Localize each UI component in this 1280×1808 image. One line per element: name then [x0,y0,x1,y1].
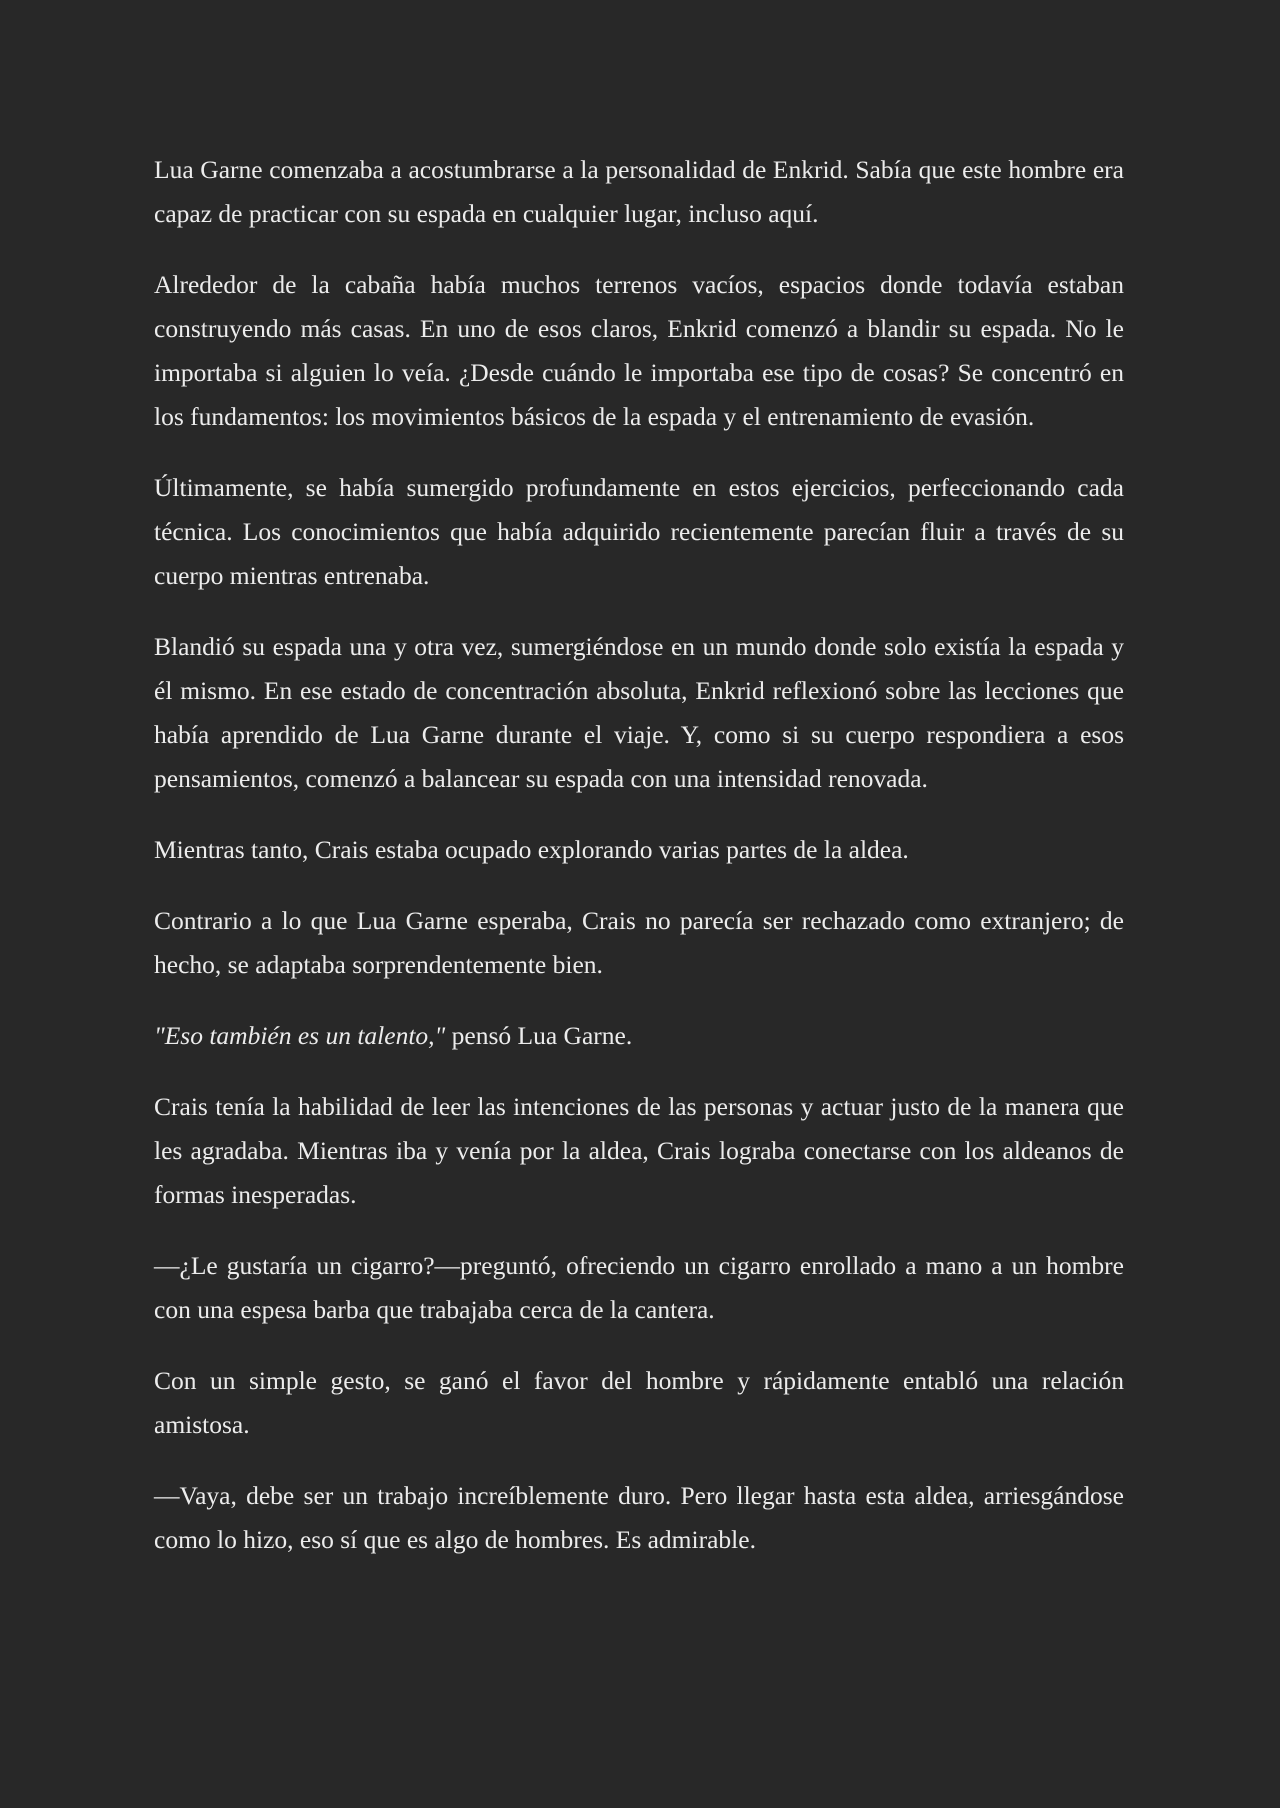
paragraph-8: Crais tenía la habilidad de leer las intenciones de las personas y actuar justo de la manera que les agradaba. Mientras iba y venía por la aldea, Crais lograba conectarse con los aldeanos de formas inesperadas. [154,1092,1124,1209]
paragraph-3: Últimamente, se había sumergido profundamente en estos ejercicios, perfeccionando cada técnica. Los conocimientos que había adquirido recientemente parecían fluir a través de su cuerpo mientras entrenaba. [154,473,1124,590]
paragraph-1: Lua Garne comenzaba a acostumbrarse a la personalidad de Enkrid. Sabía que este hombre era capaz de practicar con su espada en cualquier lugar, incluso aquí. [154,155,1124,228]
paragraph-10: Con un simple gesto, se ganó el favor del hombre y rápidamente entabló una relación amistosa. [154,1366,1124,1439]
paragraph-11: —Vaya, debe ser un trabajo increíblemente duro. Pero llegar hasta esta aldea, arriesgándose como lo hizo, eso sí que es algo de hombres. Es admirable. [154,1481,1124,1554]
paragraph-6: Contrario a lo que Lua Garne esperaba, Crais no parecía ser rechazado como extranjero; de hecho, se adaptaba sorprendentemente bien. [154,906,1124,979]
reading-page [154,148,1124,1589]
paragraph-5: Mientras tanto, Crais estaba ocupado explorando varias partes de la aldea. [154,835,909,864]
paragraph-9: —¿Le gustaría un cigarro?—preguntó, ofreciendo un cigarro enrollado a mano a un hombre con una espesa barba que trabajaba cerca de la cantera. [154,1251,1124,1324]
italic-thought: "Eso también es un talento," [154,1021,446,1050]
paragraph-4: Blandió su espada una y otra vez, sumergiéndose en un mundo donde solo existía la espada y él mismo. En ese estado de concentración absoluta, Enkrid reflexionó sobre las lecciones que había aprendido de Lua Garne durante el viaje. Y, como si su cuerpo respondiera a esos pensamientos, comenzó a balancear su espada con una intensidad renovada. [154,632,1124,793]
paragraph-7 [154,1014,1124,1058]
paragraph-2: Alrededor de la cabaña había muchos terrenos vacíos, espacios donde todavía estaban construyendo más casas. En uno de esos claros, Enkrid comenzó a blandir su espada. No le importaba si alguien lo veía. ¿Desde cuándo le importaba ese tipo de cosas? Se concentró en los fundamentos: los movimientos básicos de la espada y el entrenamiento de evasión. [154,270,1124,431]
thought-attribution: pensó Lua Garne. [445,1021,633,1050]
